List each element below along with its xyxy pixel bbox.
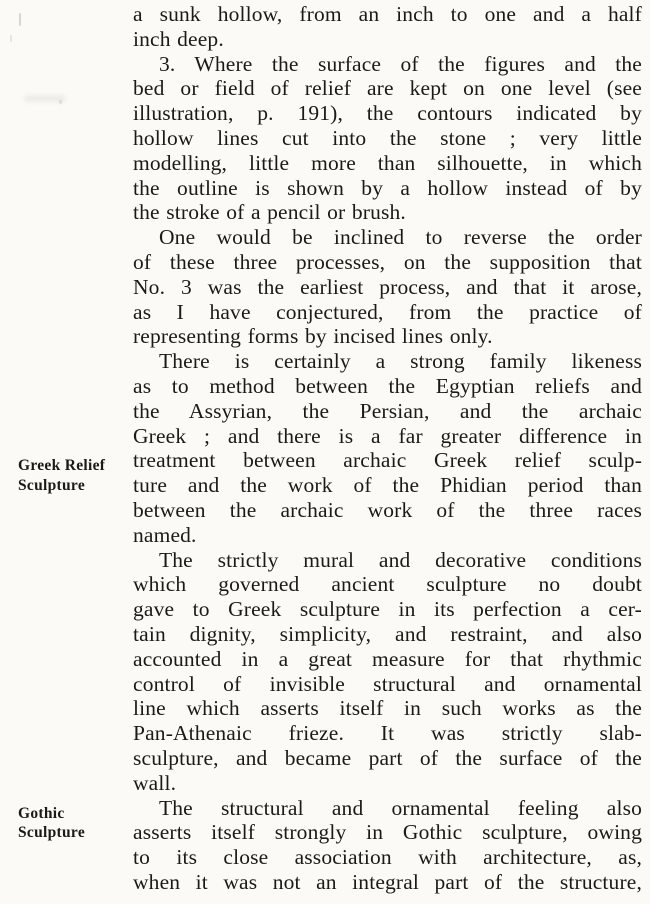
text-line: sculpture, and became part of the surface of the: [133, 745, 642, 770]
text-line: when it was not an integral part of the structure,: [133, 869, 642, 894]
text-line: Greek ; and there is a far greater difference in: [133, 423, 642, 448]
text-line: representing forms by incised lines only.: [133, 324, 493, 349]
margin-note-line: Greek Relief: [18, 457, 106, 475]
scan-artifact: [10, 35, 12, 42]
text-line: Pan-Athenaic frieze. It was strictly slab-: [133, 721, 642, 746]
text-line: which governed ancient sculpture no doubt: [133, 572, 642, 597]
text-line: as I have conjectured, from the practice of: [133, 299, 642, 324]
text-line: control of invisible structural and ornamental: [133, 671, 642, 696]
text-line: the outline is shown by a hollow instead of by: [133, 175, 642, 200]
text-line: accounted in a great measure for that rhythmic: [133, 646, 642, 671]
text-line: ture and the work of the Phidian period than: [133, 473, 642, 498]
text-line: as to method between the Egyptian reliefs and: [133, 373, 642, 398]
margin-note-line: Sculpture: [18, 476, 86, 494]
text-line: line which asserts itself in such works as the: [133, 696, 642, 721]
text-line: inch deep.: [133, 26, 224, 51]
text-line: tain dignity, simplicity, and restraint, and also: [133, 621, 642, 646]
text-line: No. 3 was the earliest process, and that it arose,: [133, 274, 642, 299]
text-line: wall.: [133, 770, 177, 795]
text-line: to its close association with architecture, as,: [133, 845, 642, 870]
margin-note: [18, 456, 138, 495]
text-line: the Assyrian, the Persian, and the archaic: [133, 398, 642, 423]
text-line: One would be inclined to reverse the order: [159, 225, 642, 250]
text-line: asserts itself strongly in Gothic sculpture, owing: [133, 820, 642, 845]
body-text-column: [133, 2, 642, 895]
text-line: illustration, p. 191), the contours indicated by: [133, 101, 642, 126]
text-line: gave to Greek sculpture in its perfection a cer-: [133, 597, 642, 622]
text-line: There is certainly a strong family likeness: [159, 349, 642, 374]
text-line: named.: [133, 522, 197, 547]
text-line: of these three processes, on the supposition that: [133, 249, 642, 274]
text-line: The strictly mural and decorative conditions: [159, 547, 642, 572]
text-line: a sunk hollow, from an inch to one and a half: [133, 2, 642, 26]
text-line: bed or field of relief are kept on one level (see: [133, 76, 642, 101]
text-line: between the archaic work of the three races: [133, 497, 642, 522]
scan-artifact: [19, 13, 21, 26]
text-line: The structural and ornamental feeling also: [159, 795, 642, 820]
text-line: treatment between archaic Greek relief sculp-: [133, 448, 642, 473]
margin-note-line: Gothic: [18, 804, 65, 822]
text-line: 3. Where the surface of the figures and the: [159, 51, 642, 76]
text-line: hollow lines cut into the stone ; very little: [133, 125, 642, 150]
margin-note: [18, 804, 138, 843]
margin-note-line: Sculpture: [18, 824, 86, 842]
text-line: modelling, little more than silhouette, in which: [133, 150, 642, 175]
text-line: the stroke of a pencil or brush.: [133, 200, 406, 225]
scan-artifact: [59, 100, 62, 104]
